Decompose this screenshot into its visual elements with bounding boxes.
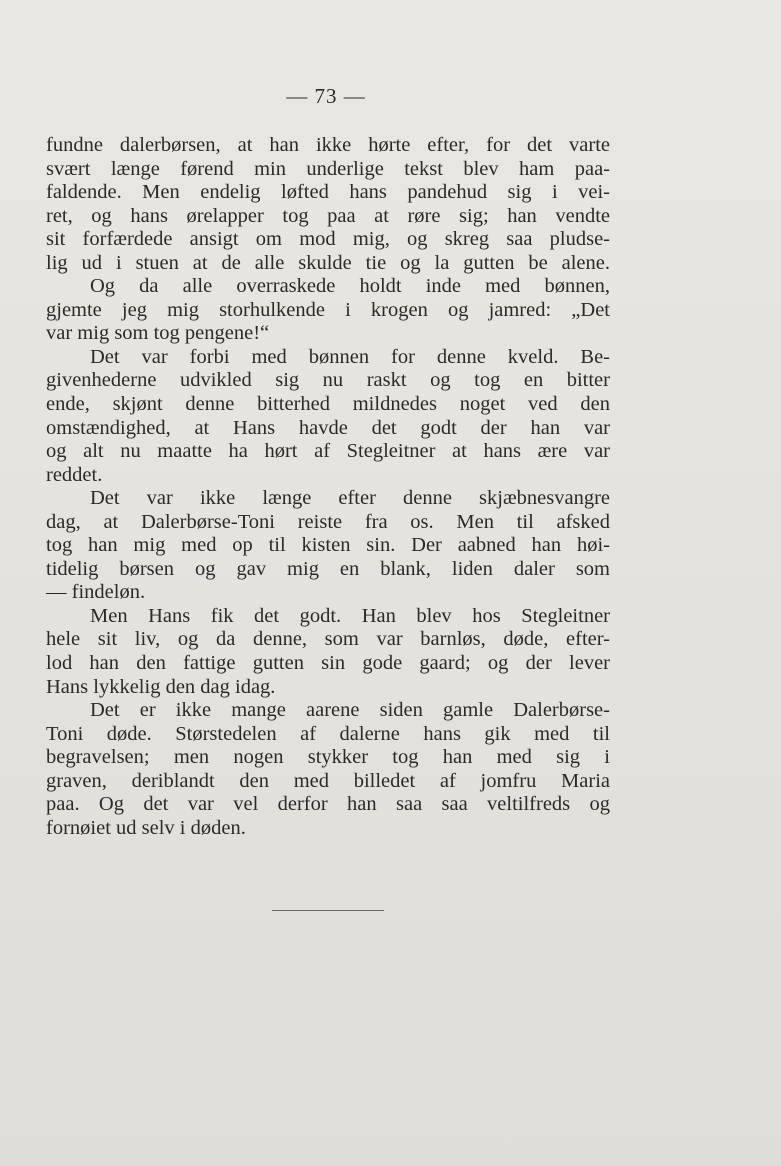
text-line: givenhederne udvikled sig nu raskt og tog en bitter — [46, 369, 610, 392]
text-line: faldende. Men endelig løfted hans pandehud sig i vei- — [46, 181, 610, 204]
text-line: begravelsen; men nogen stykker tog han med sig i — [46, 746, 610, 769]
text-line: graven, deriblandt den med billedet af jomfru Maria — [46, 769, 610, 792]
text-line: — findeløn. — [46, 581, 146, 604]
text-line: svært længe førend min underlige tekst blev ham paa- — [46, 157, 610, 180]
text-line: Det var forbi med bønnen for denne kveld. Be- — [90, 345, 610, 368]
text-line: lig ud i stuen at de alle skulde tie og la gutten be alene. — [46, 251, 610, 274]
text-line: gjemte jeg mig storhulkende i krogen og jamred: „Det — [46, 298, 610, 321]
text-line: Hans lykkelig den dag idag. — [46, 675, 276, 698]
text-line: ret, og hans ørelapper tog paa at røre sig; han vendte — [46, 204, 610, 227]
text-line: omstændighed, at Hans havde det godt der han var — [46, 416, 610, 439]
text-line: Men Hans fik det godt. Han blev hos Stegleitner — [90, 604, 610, 627]
page-number: — 73 — — [286, 84, 366, 108]
end-rule — [272, 910, 384, 911]
text-line: sit forfærdede ansigt om mod mig, og skreg saa pludse- — [46, 228, 610, 251]
text-line: Det er ikke mange aarene siden gamle Dalerbørse- — [90, 699, 610, 722]
text-line: fundne dalerbørsen, at han ikke hørte efter, for det varte — [46, 134, 610, 156]
text-line: Toni døde. Størstedelen af dalerne hans gik med til — [46, 722, 610, 745]
text-line: tidelig børsen og gav mig en blank, liden daler som — [46, 557, 610, 580]
text-line: ende, skjønt denne bitterhed mildnedes noget ved den — [46, 393, 610, 416]
text-line: Og da alle overraskede holdt inde med bønnen, — [90, 275, 610, 298]
text-line: og alt nu maatte ha hørt af Stegleitner at hans ære var — [46, 440, 610, 463]
text-line: lod han den fattige gutten sin gode gaard; og der lever — [46, 652, 610, 675]
text-line: tog han mig med op til kisten sin. Der aabned han høi- — [46, 534, 610, 557]
text-line: dag, at Dalerbørse-Toni reiste fra os. Men til afsked — [46, 510, 610, 533]
text-line: var mig som tog pengene!“ — [46, 322, 270, 345]
text-line: fornøiet ud selv i døden. — [46, 816, 246, 839]
text-line: hele sit liv, og da denne, som var barnløs, døde, efter- — [46, 628, 610, 651]
text-line: Det var ikke længe efter denne skjæbnesvangre — [90, 487, 610, 510]
text-line: reddet. — [46, 463, 103, 486]
body-text — [46, 134, 610, 840]
text-line: paa. Og det var vel derfor han saa saa veltilfreds og — [46, 793, 610, 816]
